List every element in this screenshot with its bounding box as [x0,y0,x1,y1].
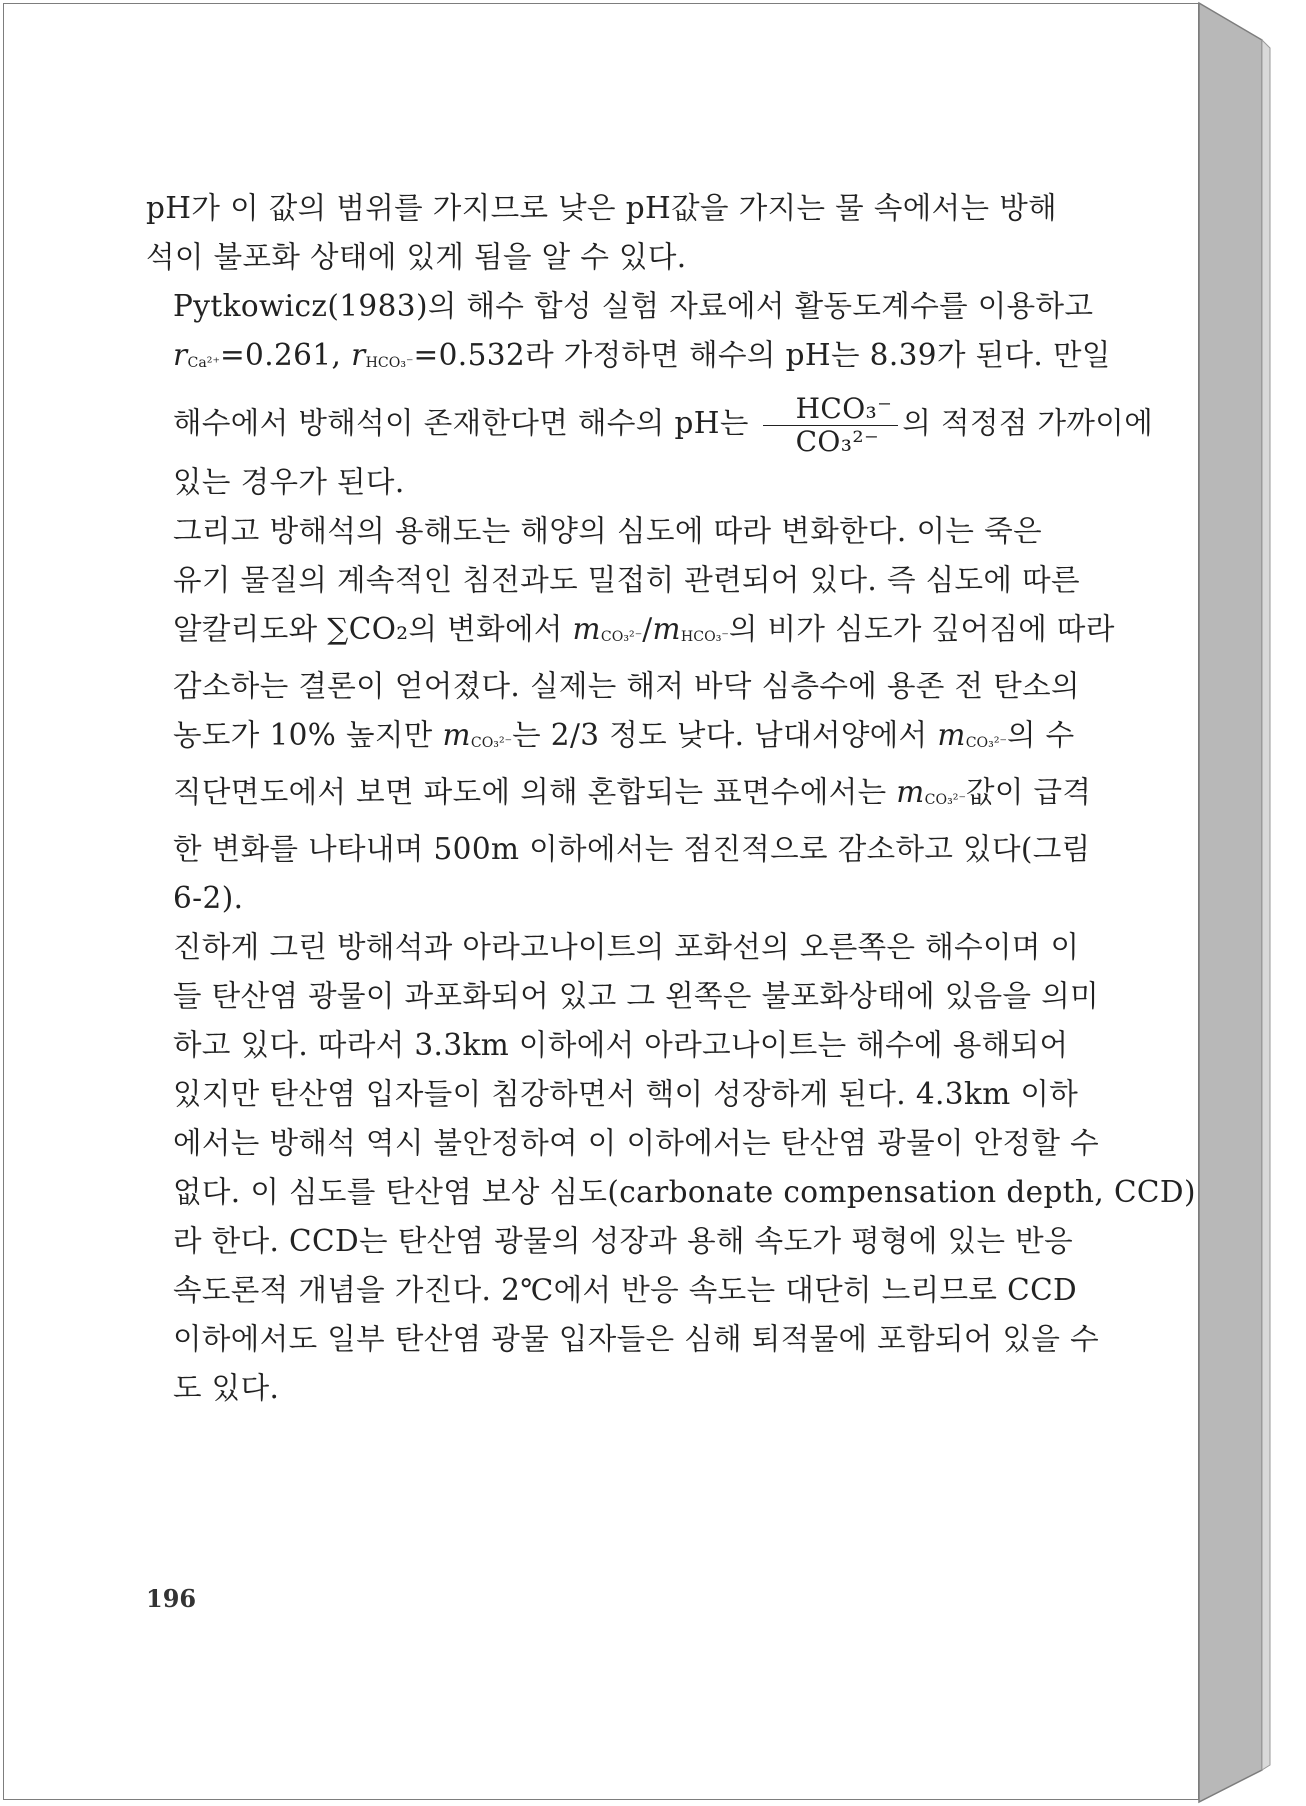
fraction-lead-text: 해수에서 방해석이 존재한다면 해수의 pH는 [173,406,749,441]
text-line: 감소하는 결론이 얻어졌다. 실제는 해저 바닥 심층수에 용존 전 탄소의 [173,669,1080,704]
fraction-trail-text: 의 적정점 가까이에 [902,406,1154,441]
text-line: 도 있다. [173,1371,280,1406]
text-line: 라 한다. CCD는 탄산염 광물의 성장과 용해 속도가 평형에 있는 반응 [173,1224,1073,1259]
molality-subscript: CO₃²⁻ [600,629,643,646]
molality-subscript: CO₃²⁻ [924,792,966,809]
gamma-value: =0.261, [219,338,352,372]
text-line: 진하게 그린 방해석과 아라고나이트의 포화선의 오른쪽은 해수이며 이 [173,930,1080,965]
fraction-numerator: HCO₃⁻ [763,395,899,426]
text-line: 유기 물질의 계속적인 침전과도 밀접히 관련되어 있다. 즉 심도에 따른 [173,563,1080,598]
text-line: 에서는 방해석 역시 불안정하여 이 이하에서는 탄산염 광물이 안정할 수 [173,1126,1100,1161]
text-line: 석이 불포화 상태에 있게 됨을 알 수 있다. [146,240,687,274]
page-number: 196 [146,1584,197,1613]
text-line: 속도론적 개념을 가진다. 2℃에서 반응 속도는 대단히 느리므로 CCD [173,1273,1078,1308]
text-line: 이하에서도 일부 탄산염 광물 입자들은 심해 퇴적물에 포함되어 있을 수 [173,1322,1100,1357]
hco3-co3-fraction [763,391,899,458]
text-line-molality [146,711,1075,768]
molality-symbol: m [652,612,681,647]
line-segment: 직단면도에서 보면 파도에 의해 혼합되는 표면수에서는 [173,775,897,810]
text-line: 있지만 탄산염 입자들이 침강하면서 핵이 성장하게 된다. 4.3km 이하 [173,1077,1079,1112]
text-line-ratio [146,605,1115,662]
text-line: 하고 있다. 따라서 3.3km 이하에서 아라고나이트는 해수에 용해되어 [173,1028,1069,1063]
molality-subscript: CO₃²⁻ [965,735,1007,752]
line-segment: 농도가 10% 높지만 [173,718,443,753]
ratio-trail: 의 비가 심도가 깊어짐에 따라 [728,612,1115,647]
gamma-subscript: Ca²⁺ [187,355,220,372]
molality-symbol: m [572,612,601,647]
text-line: 들 탄산염 광물이 과포화되어 있고 그 왼쪽은 불포화상태에 있음을 의미 [173,979,1100,1014]
line-segment: 값이 급격 [965,775,1092,810]
molality-subscript: CO₃²⁻ [470,735,513,752]
body-text [146,184,1196,1413]
molality-subscript: HCO₃⁻ [680,629,729,646]
line-segment: 는 2/3 정도 낮다. 남대서양에서 [512,718,938,753]
molality-symbol: m [937,718,966,753]
line-segment: 의 수 [1006,718,1075,753]
text-line: 한 변화를 나타내며 500m 이하에서는 점진적으로 감소하고 있다(그림 [173,832,1091,867]
text-line: Pytkowicz(1983)의 해수 합성 실험 자료에서 활동도계수를 이용하고 [173,289,1094,323]
text-line: 그리고 방해석의 용해도는 해양의 심도에 따라 변화한다. 이는 죽은 [173,514,1042,549]
paragraph-2 [146,282,1154,507]
gamma-text: =0.532라 가정하면 해수의 pH는 8.39가 된다. 만일 [413,338,1111,372]
text-line-molality [146,768,1092,825]
paragraph-1 [146,184,1058,282]
text-line: 없다. 이 심도를 탄산염 보상 심도(carbonate compensation depth, CCD) [173,1175,1196,1210]
text-line: 6-2). [173,881,244,916]
gamma-symbol: r [351,338,366,372]
fraction-denominator: CO₃²⁻ [795,424,880,458]
text-line-fraction [146,388,1154,458]
ratio-lead: 알칼리도와 ∑CO₂의 변화에서 [173,612,573,647]
molality-symbol: m [896,775,925,810]
text-line: pH가 이 값의 범위를 가지므로 낮은 pH값을 가지는 물 속에서는 방해 [146,191,1058,225]
molality-symbol: m [442,718,471,753]
paragraph-3 [146,507,1115,923]
paragraph-4 [146,923,1196,1413]
text-line: 있는 경우가 된다. [173,465,405,500]
ratio-slash: / [642,612,653,647]
gamma-subscript: HCO₃⁻ [365,355,414,372]
text-line-gamma [146,331,1111,388]
gamma-symbol: r [173,338,188,372]
